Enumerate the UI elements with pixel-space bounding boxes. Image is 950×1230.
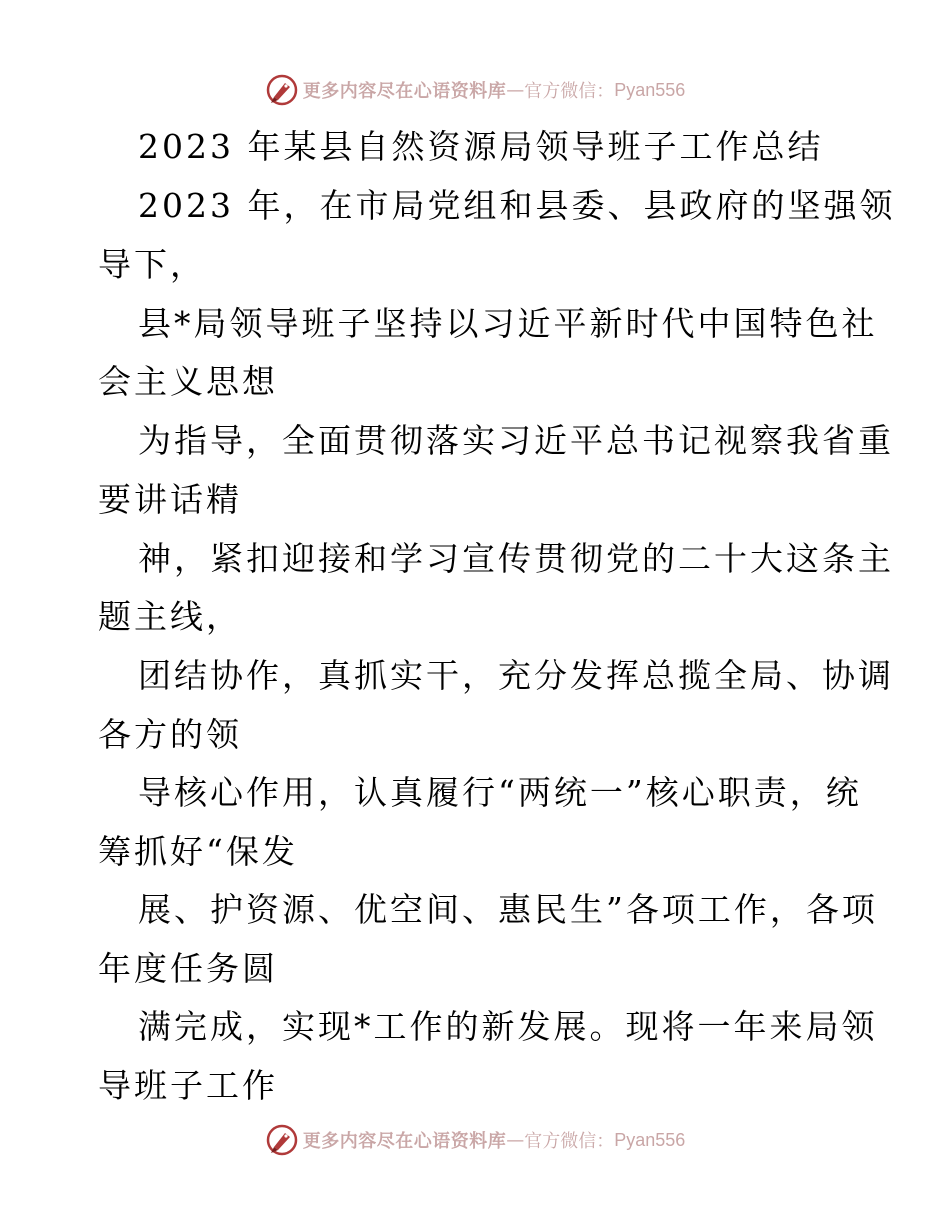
watermark-separator: — [506,79,525,101]
paragraph-line: 导班子工作 [98,1066,278,1105]
watermark-brand: 更多内容尽在心语资料库 [302,1131,507,1152]
watermark-wechat-label: 官方微信： [524,1131,615,1152]
paragraph-line: 年度任务圆 [98,949,278,988]
paragraph-line: 导核心作用，认真履行“两统一”核心职责，统 [138,773,862,812]
paragraph-line: 要讲话精 [98,480,242,519]
paragraph-line: 导下， [98,245,206,284]
watermark-handle: Pyan556 [614,1129,686,1150]
paragraph-line: 会主义思想 [98,362,278,401]
pen-nib-logo-icon [265,1123,299,1157]
paragraph-line: 筹抓好“保发 [98,832,298,871]
paragraph-line: 题主线， [98,597,242,636]
watermark-brand: 更多内容尽在心语资料库 [302,81,507,102]
paragraph-line: 2023 年，在市局党组和县委、县政府的坚强领 [138,186,896,225]
paragraph-line: 各方的领 [98,715,242,754]
header-watermark [0,70,950,110]
paragraph-line: 团结协作，真抓实干，充分发挥总揽全局、协调 [138,656,894,695]
watermark-handle: Pyan556 [614,79,686,100]
paragraph-line: 为指导，全面贯彻落实习近平总书记视察我省重 [138,421,894,460]
pen-nib-logo-icon [265,73,299,107]
paragraph-line: 县*局领导班子坚持以习近平新时代中国特色社 [138,304,878,343]
document-title: 2023 年某县自然资源局领导班子工作总结 [138,127,824,166]
paragraph-line: 神，紧扣迎接和学习宣传贯彻党的二十大这条主 [138,539,894,578]
watermark-separator: — [506,1129,525,1151]
paragraph-line: 满完成，实现*工作的新发展。现将一年来局领 [138,1007,878,1046]
footer-watermark [0,1120,950,1160]
paragraph-line: 展、护资源、优空间、惠民生”各项工作，各项 [138,890,878,929]
watermark-wechat-label: 官方微信： [524,81,615,102]
